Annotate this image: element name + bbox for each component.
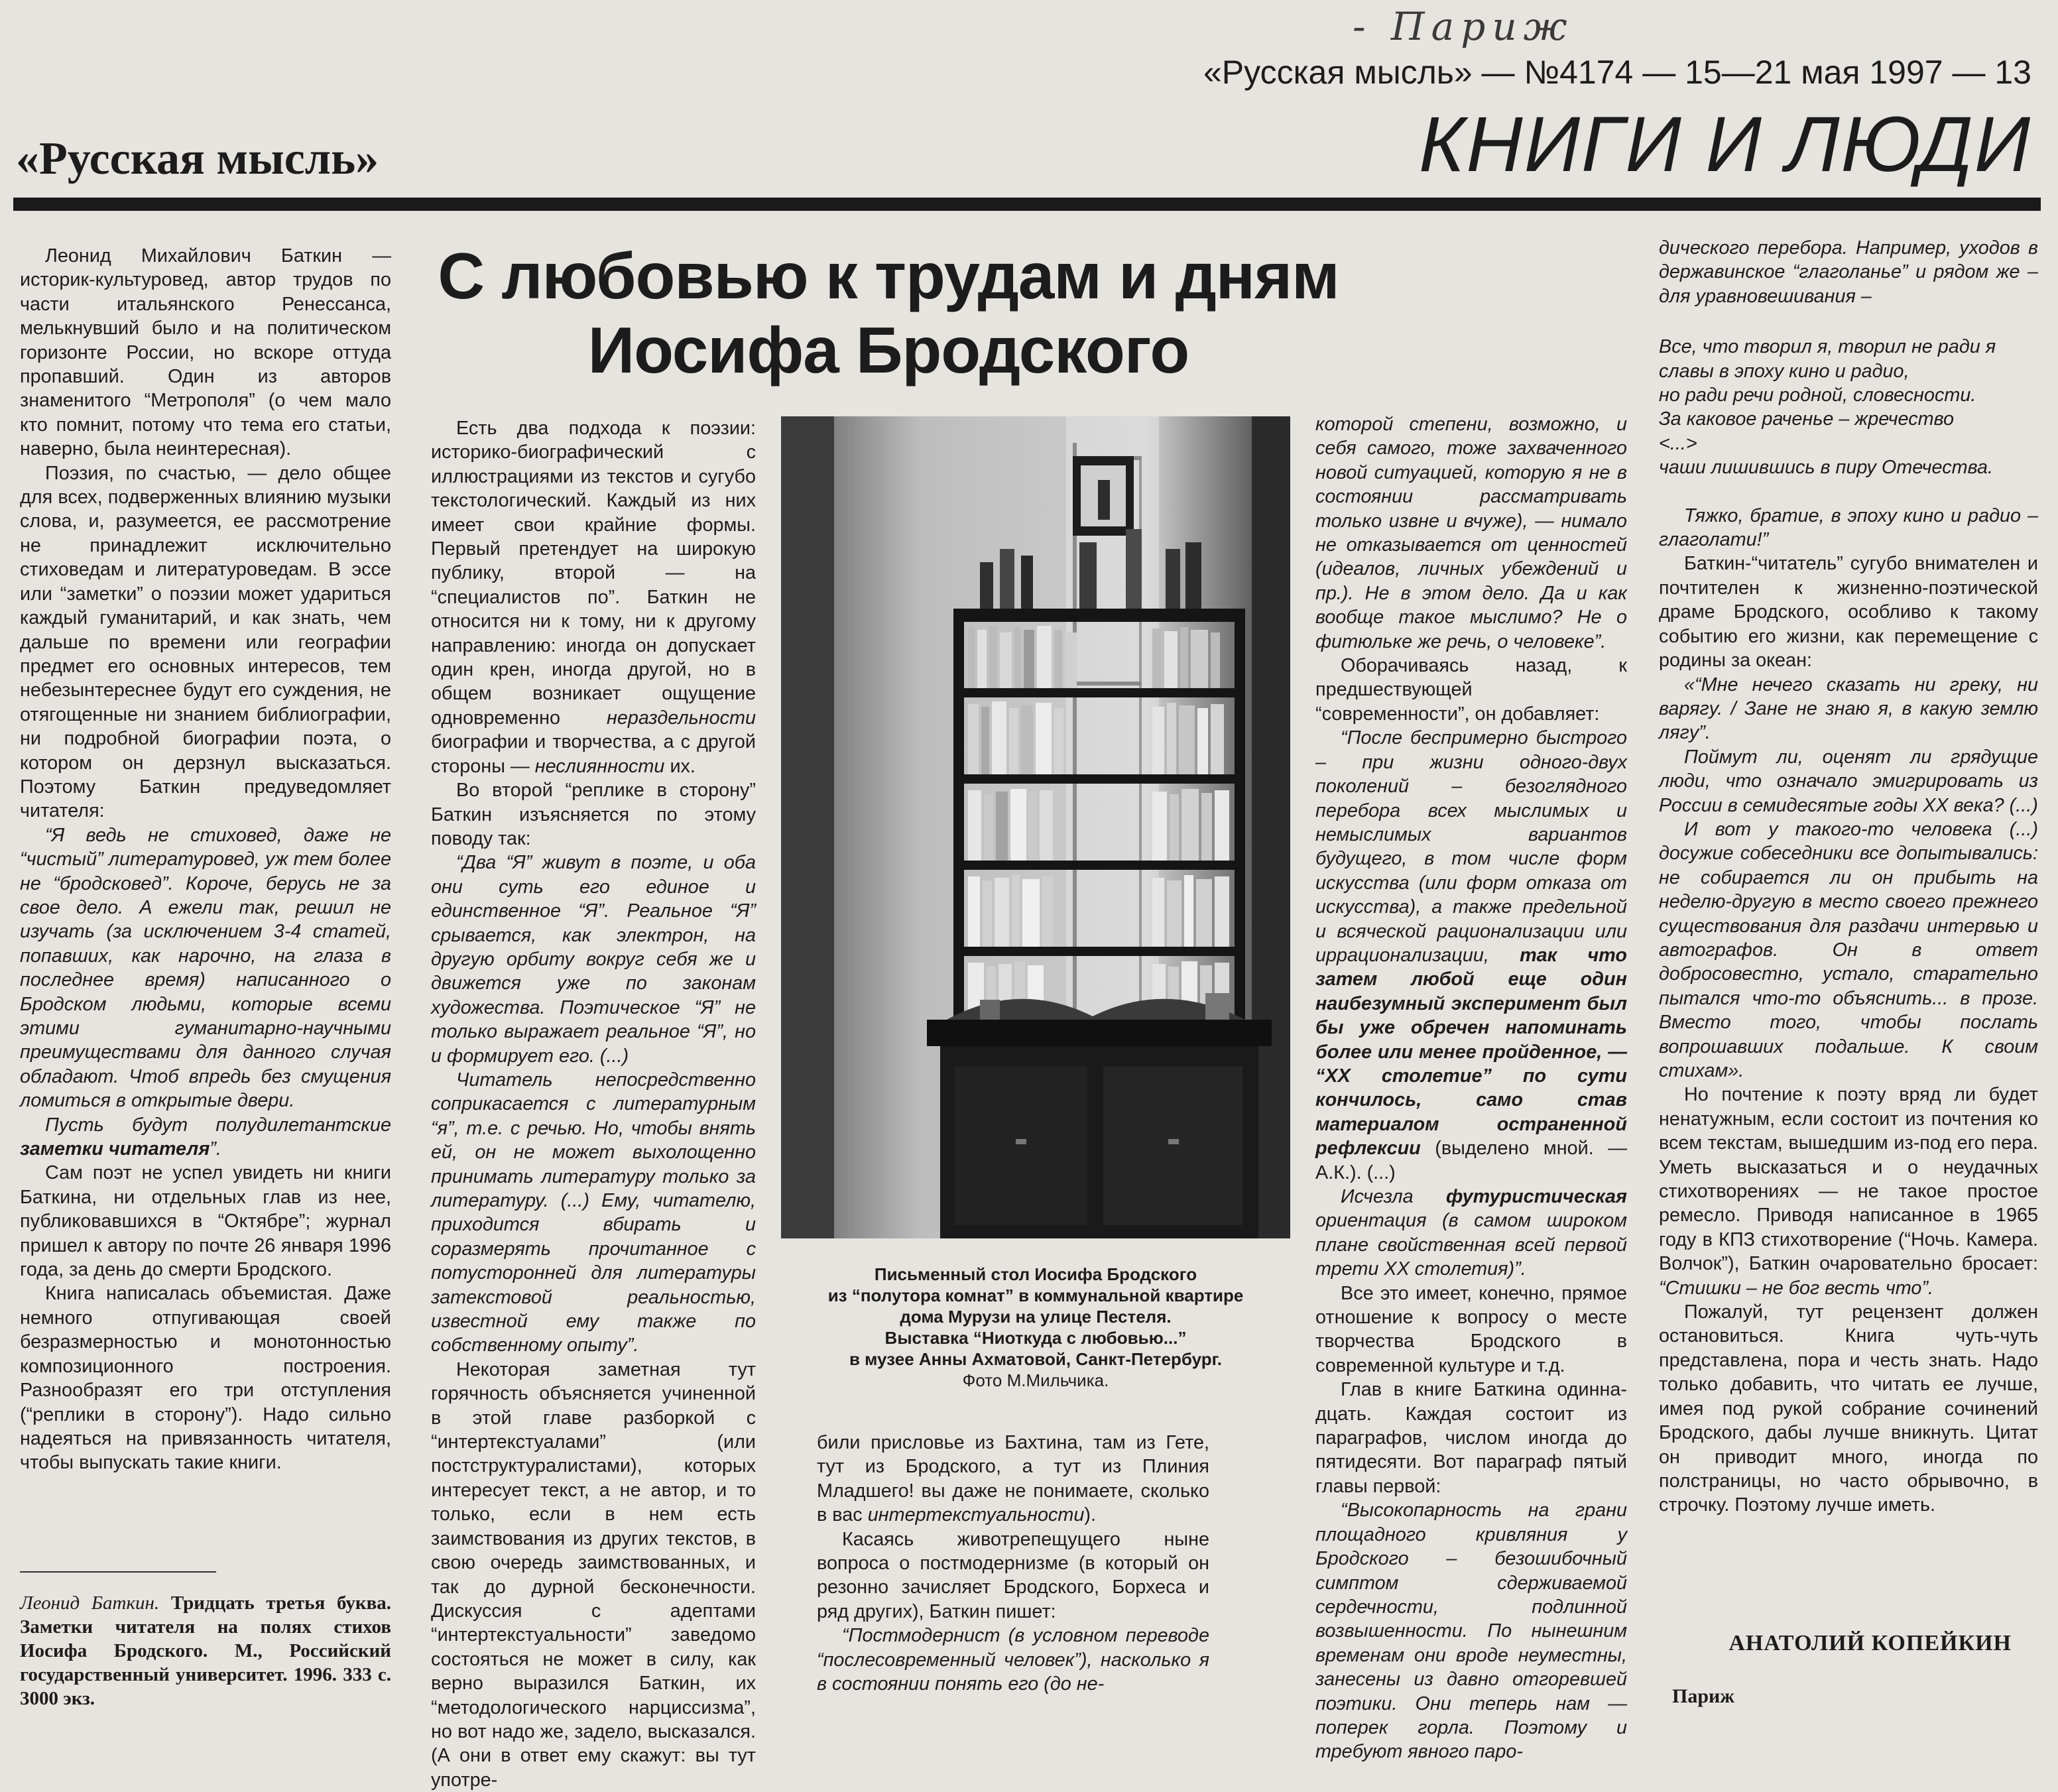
caption-line: дома Мурузи на улице Пестеля. [900,1307,1172,1327]
caption-line: Письменный стол Иосифа Бродского [874,1264,1197,1284]
quote-paragraph: “Высокопарность на грани площадного кривляния у Бродского – безошибочный симптом сдерживаемой сердечности, подлинной возвышенности. По нынешним временам они вроде неуместны, занесены из давно отгоревшей поэтики. Они теперь нам — поперек горла. Поэтому и требуют явного паро- [1315,1500,1627,1763]
article-column-1 [20,244,391,1475]
paragraph: Пожалуй, тут рецензент должен остановиться. Книга чуть-чуть представлена, пора и честь знать. Надо только добавить, что читать ее лучше, имея под рукой собрание сочинений Бродского, дабы лучше вникнуть. Цитат он приводит много, иногда по полстраницы, но часто обрывочно, в строчку. Поэтому лучше иметь. [1659,1301,2038,1516]
paragraph: Баткин-“читатель” сугубо внимателен и почтителен к жизненно-поэтической драме Бродского, особливо к такому событию его жизни, как перемещение с родины за океан: [1659,553,2038,672]
paragraph: Глав в книге Баткина одинна-дцать. Каждая состоит из параграфов, числом иногда до пятидесяти. Вот параграф пятый главы первой: [1315,1379,1627,1497]
poem-line: <...> [1659,432,1697,454]
footnote-rule [20,1571,216,1573]
poem [1659,335,2038,479]
paragraph: били присловье из Бахтина, там из Гете, тут из Бродского, а тут из Плиния Младшего! вы даже не понимаете, сколько в вас интертекстуальности). [817,1432,1209,1526]
paragraph: Оборачиваясь назад, к предшествующей “современности”, он добавляет: [1315,655,1627,725]
quote-paragraph: “Два “Я” живут в поэте, и оба они суть его единое и единственное “Я”. Реальное “Я” срывается, как электрон, на другую орбиту вокруг себя же и движется уже по законам художества. Поэтическое “Я” не только выражает реальное “Я”, но и формирует его. (...) [431,852,756,1067]
paragraph: Леонид Михайлович Баткин — историк-культуровед, автор трудов по части итальянского Ренессанса, мелькнувший было и на политическом горизонте России, но вскоре оттуда пропавший. Один из авторов знаменитого “Метрополя” (о чем мало кто помнит, потому что тема его статьи, наверно, была неинтересная). [20,245,391,460]
paragraph: Но почтение к поэту вряд ли будет ненатужным, если состоит из почтения ко всем текстам, вышедшим из-под его пера. Уметь высказаться и о неудачных стихотворениях — не такое простое ремесло. Приводя написанное в 1965 году в КПЗ стихотворение (“Ночь. Камера. Волчок”), Баткин очаровательно бросает: “Стишки – не бог весть что”. [1659,1084,2038,1299]
header-rule [13,198,2041,211]
bibliography-author: Леонид Баткин. [20,1592,160,1614]
issue-line: «Русская мысль» — №4174 — 15—21 мая 1997 — 13 [1203,54,2031,91]
quote-paragraph: И вот у такого-то человека (...) досужие собеседники все допытывались: не собирается ли он прибыть на неделю-другую в место своего прежнего существования для раздачи интервью и автографов. Он в ответ добросовестно, устало, старательно пытался что-то объяснить... в прозе. Вместо того, чтобы послать вопрошавших подальше. К своим стихам». [1659,818,2038,1081]
quote-paragraph: которой степени, возможно, и себя самого, тоже захваченного новой ситуацией, которую я не в состоянии рассматривать только извне и вчуже), — нимало не отказывается от ценностей (идеалов, личных убеждений и пр.). Не в этом дело. Да и как вообще такое мыслимо? Не о фитюльке же речь, о человеке”. [1315,414,1627,652]
article-column-4 [1315,412,1627,1764]
quote-paragraph: дического перебора. Например, уходов в державинское “глаголанье” и рядом же – для уравновешивания – [1659,237,2038,307]
dateline-city: Париж [1672,1685,1735,1707]
bookshelf-image [781,416,1290,1238]
paragraph: Все это имеет, конечно, прямое отношение к вопросу о месте творчества Бродского в современной культуре и т.д. [1315,1282,1627,1376]
photo-credit: Фото М.Мильчика. [962,1370,1109,1390]
paragraph: Некоторая заметная тут горячность объясняется учиненной в этой главе разборкой с “интертекстуалами” (или постструктуралистами), которых интересует текст, а не автор, и то только, если в нем есть заимствования из других текстов, в свою очередь заимствованных, и так до дурной бесконечности. Дискуссия с адептами “интертекстуальности” заведомо состояться не может в силу, как верно выразился Баткин, их “методологического нарциссизма”, но вот надо же, задело, высказался. (А они в ответ ему скажут: вы тут употре- [431,1358,756,1791]
quote-paragraph: Тяжко, братие, в эпоху кино и радио – глаголати!” [1659,505,2038,551]
article-title-line2: Иосифа Бродского [587,314,1189,387]
poem-line: но ради речи родной, словесности. [1659,385,1976,406]
paragraph: Книга написалась объемистая. Даже немного отпугивающая своей безразмерностью и монотонностью композиционного построения. Разнообразят его три отступления (“реплики в сторону”). Надо сильно надеяться на привязанность читателя, чтобы выпускать такие книги. [20,1283,391,1474]
handwritten-note: - Париж [1353,4,1574,49]
article-title-line1: С любовью к трудам и дням [438,239,1339,312]
article-column-5 [1659,236,2038,1518]
quote-paragraph: Поймут ли, оценят ли грядущие люди, что означало эмигрировать из России в семидесятые годы XX века? (...) [1659,746,2038,816]
paragraph: Поэзия, по счастью, — дело общее для всех, подверженных влиянию музыки слова, и, разумеется, ее рассмотрение не принадлежит исключительно стиховедам и литературоведам. В эссе или “заметки” о поэзии может удариться каждый гуманитарий, и как знать, чем дальше по времени или географии предмет его основных интересов, тем небезынтереснее будут его суждения, не отягощенные ни знанием библиографии, ни подробной биографии поэта, о котором он дерзнул высказаться. Поэтому Баткин предуведомляет читателя: [20,462,391,822]
quote-paragraph: Пусть будут полудилетантские заметки читателя”. [20,1114,391,1160]
quote-paragraph: “Постмодернист (в условном переводе “послесовременный человек”), насколько я в состоянии понять его (до не- [817,1625,1209,1695]
author-signature: АНАТОЛИЙ КОПЕЙКИН [1728,1631,2012,1655]
paragraph: Во второй “реплике в сторону” Баткин изъясняется по этому поводу так: [431,780,756,849]
article-title [431,239,1346,387]
poem-line: Все, что творил я, творил не ради я [1659,336,1996,358]
poem-line: чаши лишившись в пиру Отечества. [1659,457,1994,479]
quote-paragraph: “Я ведь не стиховед, даже не “чистый” литературовед, уж тем более не “бродсковед”. Короче, берусь не за свое дело. А ежели так, решил не изучать (за исключением 3-4 статей, попавших, как нарочно, на глаза в последнее время) написанного о Бродском людьми, которые всеми этими гуманитарно-научными преимуществами для данного случая обладают. Чтоб впредь без смущения ломиться в открытые двери. [20,824,391,1112]
desk-photo [781,416,1290,1238]
paragraph: Есть два подхода к поэзии: историко-биографический с иллюстрациями из текстов и сугубо текстологический. Каждый из них имеет свои крайние формы. Первый претендует на широкую публику, второй — на “специалистов по”. Баткин не относится ни к тому, ни к другому направлению: иногда он допускает один крен, иногда другой, но в общем возникает ощущение одновременно нераздельности биографии и творчества, а с другой стороны — неслиянности их. [431,418,756,777]
paragraph: Сам поэт не успел увидеть ни книги Баткина, ни отдельных глав из нее, публиковавшихся в “Октябре”; журнал пришел к автору по почте 26 января 1996 года, за день до смерти Бродского. [20,1162,391,1281]
quote-paragraph: Читатель непосредственно соприкасается с литературным “я”, т.е. с речью. Но, чтобы внять ей, он не может выхолощенно принимать литературу только за литературу. (...) Ему, читателю, приходится вбирать и соразмерять прочитанное с потусторонней для литературы затекстовой реальностью, известной ему также по собственному опыту”. [431,1069,756,1356]
paragraph: Касаясь животрепещущего ныне вопроса о постмодернизме (в который он резонно зачисляет Бродского, Борхеса и ряд других), Баткин пишет: [817,1528,1209,1622]
section-title: КНИГИ И ЛЮДИ [1418,101,2031,188]
poem-line: славы в эпоху кино и радио, [1659,360,1909,382]
bibliography-details: Тридцать третья буква. Заметки читателя на полях стихов Иосифа Бродского. М., Российский государственный университет. 1996. 333 с. 3000 экз. [20,1592,392,1709]
caption-line: из “полутора комнат” в коммунальной квартире [827,1285,1244,1305]
article-column-3 [817,1431,1209,1696]
article-column-2 [431,416,756,1792]
quote-paragraph: «“Мне нечего сказать ни греку, ни варягу. / Зане не знаю я, в какую землю лягу”. [1659,674,2038,744]
quote-paragraph: “После беспримерно быстрого – при жизни одного-двух поколений – безоглядного перебора всех мыслимых и немыслимых вариантов будущего, в том числе форм искусства (или форм отказа от искусства), а также предельной и всяческой рационализации или иррационализации, так что затем любой еще один наибезумный эксперимент был бы уже обречен напоминать более или менее пройденное, — “XX столетие” по сути кончилось, само став материалом остраненной рефлексии (выделено мной. — А.К.). (...) [1315,727,1627,1183]
caption-line: Выставка “Ниоткуда с любовью...” [884,1328,1187,1348]
poem-line: За каковое раченье – жречество [1659,408,1955,430]
caption-line: в музее Анны Ахматовой, Санкт-Петербург. [849,1349,1223,1369]
bibliography-note [20,1591,391,1710]
newspaper-name: «Русская мысль» [16,133,379,184]
photo-caption [781,1264,1290,1391]
quote-paragraph: Исчезла футуристическая ориентация (в самом широком плане свойственная всей первой трети XX столетия)”. [1315,1186,1627,1280]
